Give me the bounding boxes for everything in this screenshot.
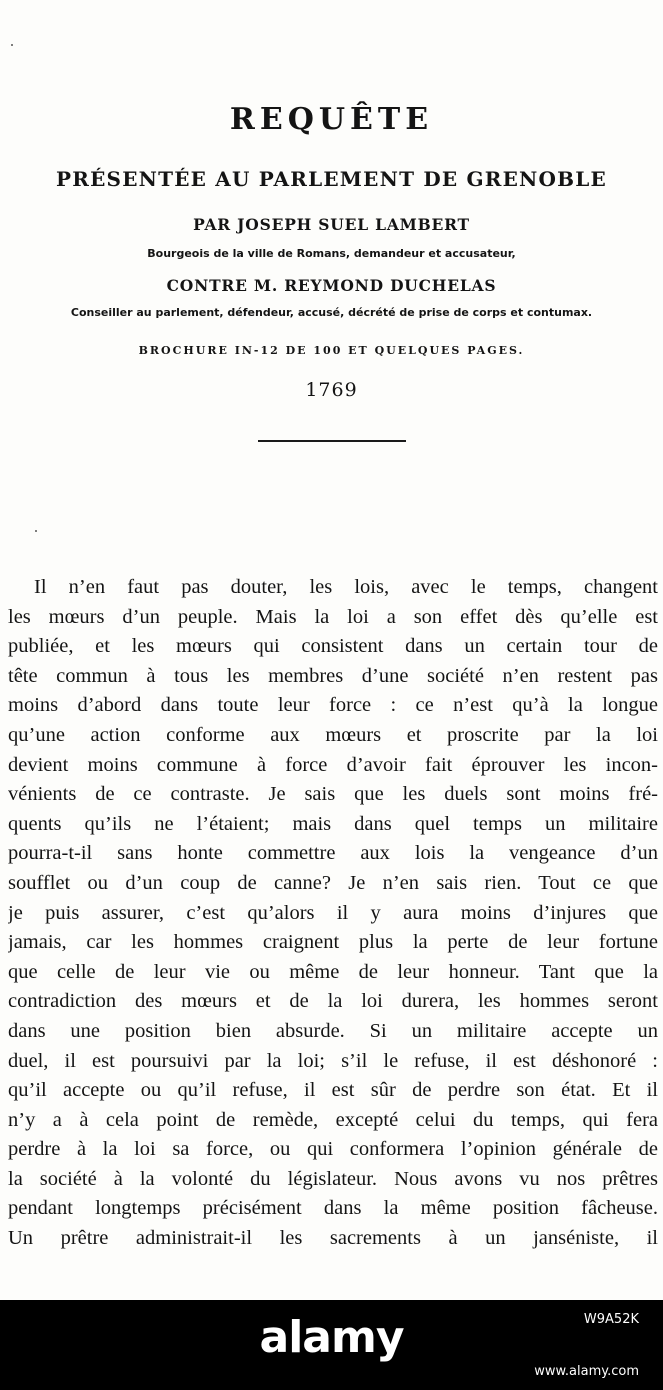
document-title: REQUÊTE <box>229 102 434 137</box>
text-line: perdre à la loi sa force, ou qui conformera l’opinion générale de <box>8 1138 658 1161</box>
defendant-description: Conseiller au parlement, défendeur, accusé, décrété de prise de corps et contumax. <box>70 306 593 319</box>
text-line: tête commun à tous les membres d’une société n’en restent pas <box>8 664 658 687</box>
image-id: W9A52K <box>583 1312 639 1327</box>
text-line: que celle de leur vie ou même de leur honneur. Tant que la <box>8 960 658 983</box>
text-line: pendant longtemps précisément dans la même position fâcheuse. <box>8 1197 658 1220</box>
scan-speck <box>11 44 13 46</box>
text-line: Un prêtre administrait-il les sacrements à un janséniste, il <box>8 1227 658 1250</box>
format-note: BROCHURE IN-12 DE 100 ET QUELQUES PAGES. <box>138 344 525 357</box>
text-line: qu’une action conforme aux mœurs et proscrite par la loi <box>8 723 658 746</box>
author-byline: PAR JOSEPH SUEL LAMBERT <box>193 215 470 234</box>
body-paragraph <box>8 573 658 1254</box>
text-line: n’y a à cela point de remède, excepté celui du temps, qui fera <box>8 1108 658 1131</box>
document-subtitle: PRÉSENTÉE AU PARLEMENT DE GRENOBLE <box>56 167 607 191</box>
text-line: Il n’en faut pas douter, les lois, avec le temps, changent <box>34 576 658 598</box>
text-line: devient moins commune à force d’avoir fait éprouver les incon- <box>8 753 658 776</box>
text-line: contradiction des mœurs et de la loi durera, les hommes seront <box>8 990 658 1013</box>
text-line: quents qu’ils ne l’étaient; mais dans quel temps un militaire <box>8 812 658 835</box>
plaintiff-description: Bourgeois de la ville de Romans, demandeur et accusateur, <box>147 247 516 260</box>
text-line: jamais, car les hommes craignent plus la perte de leur fortune <box>8 931 658 954</box>
text-line: vénients de ce contraste. Je sais que les duels sont moins fré- <box>8 783 658 806</box>
text-line: je puis assurer, c’est qu’alors il y aura moins d’injures que <box>8 901 658 924</box>
section-divider <box>258 440 406 442</box>
text-line: qu’il accepte ou qu’il refuse, il est sûr de perdre son état. Et il <box>8 1079 658 1102</box>
text-line: pourra-t-il sans honte commettre aux lois la vengeance d’un <box>8 842 658 865</box>
publication-year: 1769 <box>305 379 358 401</box>
text-line: soufflet ou d’un coup de canne? Je n’en sais rien. Tout ce que <box>8 871 658 894</box>
text-line: moins d’abord dans toute leur force : ce n’est qu’à la longue <box>8 694 658 717</box>
scan-speck <box>35 530 37 532</box>
site-url: www.alamy.com <box>534 1364 639 1379</box>
text-line: la société à la volonté du législateur. Nous avons vu nos prêtres <box>8 1167 658 1190</box>
brand-logo: alamy <box>259 1312 404 1363</box>
text-line: les mœurs d’un peuple. Mais la loi a son effet dès qu’elle est <box>8 605 658 628</box>
title-block <box>0 100 663 442</box>
text-line: duel, il est poursuivi par la loi; s’il le refuse, il est déshonoré : <box>8 1049 658 1072</box>
text-line: dans une position bien absurde. Si un militaire accepte un <box>8 1019 658 1042</box>
watermark-banner <box>0 1300 663 1390</box>
text-line: publiée, et les mœurs qui consistent dans un certain tour de <box>8 635 658 658</box>
defendant-name: CONTRE M. REYMOND DUCHELAS <box>166 276 497 295</box>
